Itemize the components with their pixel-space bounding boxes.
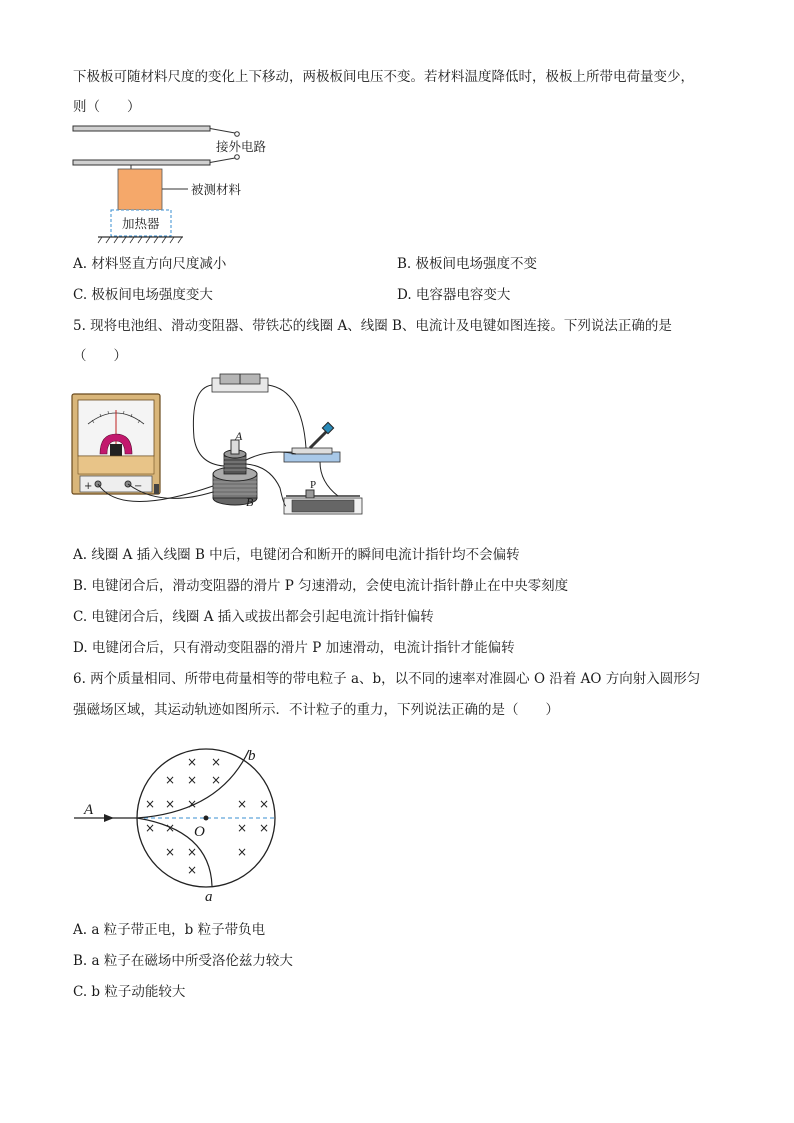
- induction-apparatus-figure: [70, 368, 370, 528]
- q5-stem-line2: （ ）: [73, 348, 127, 364]
- svg-text:+: +: [84, 481, 93, 492]
- center-point: [204, 816, 209, 821]
- galvanometer: [72, 394, 160, 494]
- q4-option-c: C. 极板间电场强度变大: [73, 287, 213, 303]
- svg-text:×: ×: [258, 821, 270, 835]
- svg-text:×: ×: [144, 797, 156, 811]
- q4-option-a: A. 材料竖直方向尺度减小: [73, 256, 227, 272]
- q4-stem-line1: 下极板可随材料尺度的变化上下移动，两极板间电压不变。若材料温度降低时，极板上所带电荷量变少，: [73, 69, 694, 85]
- label-external-circuit: 接外电路: [216, 140, 267, 154]
- label-b: b: [248, 748, 256, 764]
- label-coil-b: B: [246, 495, 254, 509]
- svg-text:×: ×: [186, 773, 198, 787]
- svg-text:×: ×: [164, 845, 176, 859]
- q5-stem-line1: 5. 现将电池组、滑动变阻器、带铁芯的线圈 A、线圈 B、电流计及电键如图连接。下列说法正确的是: [73, 318, 672, 334]
- label-coil-a: A: [235, 429, 243, 443]
- battery-pack: [212, 374, 268, 392]
- svg-text:×: ×: [236, 821, 248, 835]
- magnetic-field-figure: [70, 738, 290, 906]
- upper-plate: [73, 126, 210, 131]
- svg-text:×: ×: [236, 797, 248, 811]
- label-heater: 加热器: [122, 217, 160, 231]
- label-slider-p: P: [310, 479, 317, 491]
- q6-stem-line1: 6. 两个质量相同、所带电荷量相等的带电粒子 a、b，以不同的速率对准圆心 O 沿着 AO 方向射入圆形匀: [73, 671, 701, 687]
- svg-text:×: ×: [164, 773, 176, 787]
- q6-option-c: C. b 粒子动能较大: [73, 984, 186, 1000]
- key-switch: [284, 422, 340, 462]
- label-entry-a: A: [84, 802, 94, 818]
- coils-a-b: [213, 429, 257, 509]
- svg-text:×: ×: [186, 863, 198, 877]
- svg-text:×: ×: [164, 821, 176, 835]
- label-a: a: [205, 889, 213, 905]
- svg-text:×: ×: [236, 845, 248, 859]
- q6-option-a: A. a 粒子带正电，b 粒子带负电: [73, 922, 266, 938]
- q5-option-a: A. 线圈 A 插入线圈 B 中后，电键闭合和断开的瞬间电流计指针均不会偏转: [73, 547, 520, 563]
- q4-stem-line2: 则（ ）: [73, 99, 141, 115]
- label-center-o: O: [194, 824, 205, 840]
- q5-option-d: D. 电键闭合后，只有滑动变阻器的滑片 P 加速滑动，电流计指针才能偏转: [73, 640, 515, 656]
- svg-text:−: −: [134, 481, 143, 492]
- svg-text:×: ×: [186, 797, 198, 811]
- q4-option-b: B. 极板间电场强度不变: [397, 256, 538, 272]
- svg-text:×: ×: [210, 773, 222, 787]
- ground-hatching: [98, 237, 182, 243]
- q5-option-b: B. 电键闭合后，滑动变阻器的滑片 P 匀速滑动，会使电流计指针静止在中央零刻度: [73, 578, 569, 594]
- q5-option-c: C. 电键闭合后，线圈 A 插入或拔出都会引起电流计指针偏转: [73, 609, 434, 625]
- q6-option-b: B. a 粒子在磁场中所受洛伦兹力较大: [73, 953, 293, 969]
- svg-text:×: ×: [186, 845, 198, 859]
- lower-plate: [73, 160, 210, 165]
- svg-text:×: ×: [164, 797, 176, 811]
- svg-text:×: ×: [144, 821, 156, 835]
- q4-option-d: D. 电容器电容变大: [397, 287, 511, 303]
- svg-text:×: ×: [210, 755, 222, 769]
- rheostat: [284, 479, 362, 514]
- q6-stem-line2: 强磁场区域，其运动轨迹如图所示．不计粒子的重力，下列说法正确的是（ ）: [73, 702, 559, 718]
- label-material: 被测材料: [191, 183, 242, 197]
- material-block: [118, 169, 162, 210]
- capacitor-figure: [70, 122, 300, 247]
- svg-text:×: ×: [186, 755, 198, 769]
- svg-text:×: ×: [258, 797, 270, 811]
